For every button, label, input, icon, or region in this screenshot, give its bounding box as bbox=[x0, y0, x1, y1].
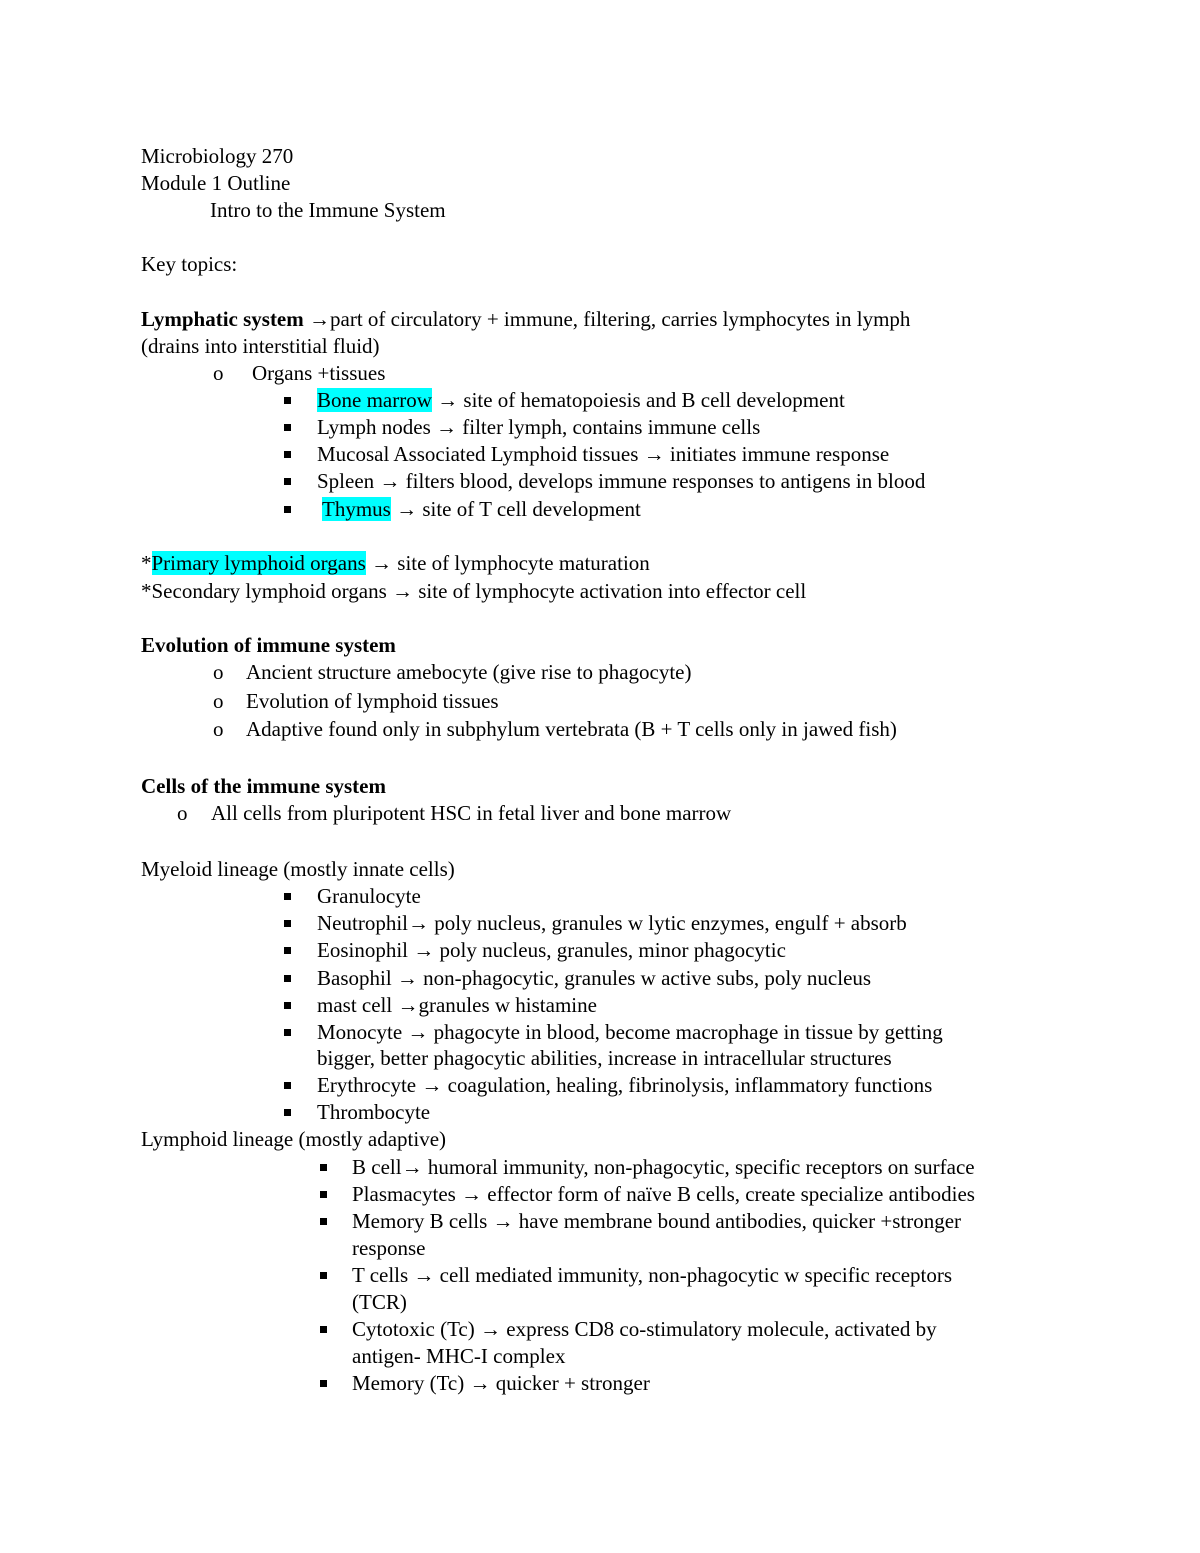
lymphatic-desc-cont: (drains into interstitial fluid) bbox=[141, 334, 380, 358]
circle-bullet-icon: o bbox=[177, 801, 188, 825]
square-bullet-icon bbox=[320, 1218, 327, 1225]
arrow-icon: → bbox=[309, 307, 330, 331]
item-term: Lymph nodes bbox=[317, 415, 431, 439]
list-item: Memory B cells → have membrane bound antibodies, quicker +stronger bbox=[352, 1209, 962, 1233]
item-desc: → filter lymph, contains immune cells bbox=[430, 415, 761, 439]
square-bullet-icon bbox=[284, 893, 291, 900]
lymphatic-line bbox=[141, 306, 910, 333]
list-item: T cells → cell mediated immunity, non-phagocytic w specific receptors bbox=[352, 1263, 953, 1287]
list-item: All cells from pluripotent HSC in fetal liver and bone marrow bbox=[211, 801, 732, 825]
circle-bullet-icon: o bbox=[213, 361, 224, 385]
list-item-cont: bigger, better phagocytic abilities, increase in intracellular structures bbox=[317, 1046, 892, 1070]
list-item-cont: antigen- MHC-I complex bbox=[352, 1344, 566, 1368]
square-bullet-icon bbox=[284, 1082, 291, 1089]
circle-bullet-icon: o bbox=[213, 717, 224, 741]
highlighted-term: Bone marrow bbox=[317, 388, 432, 412]
item-desc: → site of lymphocyte maturation bbox=[365, 551, 650, 575]
lymphatic-heading: Lymphatic system bbox=[141, 307, 304, 331]
list-item: Monocyte → phagocyte in blood, become macrophage in tissue by getting bbox=[317, 1020, 943, 1044]
square-bullet-icon bbox=[320, 1191, 327, 1198]
square-bullet-icon bbox=[320, 1164, 327, 1171]
list-item bbox=[317, 441, 889, 468]
square-bullet-icon bbox=[320, 1326, 327, 1333]
list-item bbox=[317, 387, 845, 414]
primary-organs-note bbox=[141, 550, 650, 577]
list-item-cont: (TCR) bbox=[352, 1290, 407, 1314]
lymphoid-heading: Lymphoid lineage (mostly adaptive) bbox=[141, 1127, 447, 1151]
list-item: Cytotoxic (Tc) → express CD8 co-stimulatory molecule, activated by bbox=[352, 1317, 937, 1341]
organs-label: Organs +tissues bbox=[252, 361, 386, 385]
list-item: B cell→ humoral immunity, non-phagocytic, specific receptors on surface bbox=[352, 1155, 975, 1179]
square-bullet-icon bbox=[320, 1380, 327, 1387]
square-bullet-icon bbox=[284, 1029, 291, 1036]
list-item bbox=[317, 414, 760, 441]
secondary-organs-note: *Secondary lymphoid organs → site of lymphocyte activation into effector cell bbox=[141, 579, 807, 603]
item-desc: → initiates immune response bbox=[638, 442, 890, 466]
list-item: Basophil → non-phagocytic, granules w active subs, poly nucleus bbox=[317, 966, 872, 990]
list-item: Ancient structure amebocyte (give rise to phagocyte) bbox=[246, 660, 692, 684]
square-bullet-icon bbox=[284, 424, 291, 431]
course-title: Microbiology 270 bbox=[141, 144, 294, 168]
list-item: Plasmacytes → effector form of naïve B cells, create specialize antibodies bbox=[352, 1182, 975, 1206]
square-bullet-icon bbox=[284, 397, 291, 404]
square-bullet-icon bbox=[320, 1272, 327, 1279]
asterisk: * bbox=[141, 551, 152, 575]
module-title: Module 1 Outline bbox=[141, 171, 291, 195]
square-bullet-icon bbox=[284, 1109, 291, 1116]
list-item: Neutrophil→ poly nucleus, granules w lytic enzymes, engulf + absorb bbox=[317, 911, 907, 935]
module-subtitle: Intro to the Immune System bbox=[210, 198, 446, 222]
highlighted-term: Thymus bbox=[322, 497, 391, 521]
lymphatic-desc: part of circulatory + immune, filtering, carries lymphocytes in lymph bbox=[330, 307, 911, 331]
square-bullet-icon bbox=[284, 506, 291, 513]
evolution-heading: Evolution of immune system bbox=[141, 633, 396, 657]
list-item: mast cell →granules w histamine bbox=[317, 993, 597, 1017]
list-item: Memory (Tc) → quicker + stronger bbox=[352, 1371, 650, 1395]
item-term: Spleen bbox=[317, 469, 375, 493]
circle-bullet-icon: o bbox=[213, 689, 224, 713]
highlighted-term: Primary lymphoid organs bbox=[151, 551, 366, 575]
list-item: Evolution of lymphoid tissues bbox=[246, 689, 499, 713]
list-item: Erythrocyte → coagulation, healing, fibrinolysis, inflammatory functions bbox=[317, 1073, 933, 1097]
list-item: Granulocyte bbox=[317, 884, 421, 908]
square-bullet-icon bbox=[284, 975, 291, 982]
square-bullet-icon bbox=[284, 947, 291, 954]
list-item: Adaptive found only in subphylum vertebrata (B + T cells only in jawed fish) bbox=[246, 717, 897, 741]
item-desc: → filters blood, develops immune responses to antigens in blood bbox=[374, 469, 926, 493]
list-item bbox=[322, 496, 641, 523]
list-item bbox=[317, 468, 925, 495]
item-term: Mucosal Associated Lymphoid tissues bbox=[317, 442, 639, 466]
item-desc: → site of hematopoiesis and B cell development bbox=[431, 388, 845, 412]
list-item: Eosinophil → poly nucleus, granules, minor phagocytic bbox=[317, 938, 786, 962]
square-bullet-icon bbox=[284, 920, 291, 927]
square-bullet-icon bbox=[284, 1002, 291, 1009]
list-item-cont: response bbox=[352, 1236, 426, 1260]
list-item: Thrombocyte bbox=[317, 1100, 431, 1124]
circle-bullet-icon: o bbox=[213, 660, 224, 684]
item-desc: → site of T cell development bbox=[390, 497, 641, 521]
square-bullet-icon bbox=[284, 478, 291, 485]
key-topics-label: Key topics: bbox=[141, 252, 238, 276]
cells-heading: Cells of the immune system bbox=[141, 774, 386, 798]
square-bullet-icon bbox=[284, 451, 291, 458]
myeloid-heading: Myeloid lineage (mostly innate cells) bbox=[141, 857, 455, 881]
